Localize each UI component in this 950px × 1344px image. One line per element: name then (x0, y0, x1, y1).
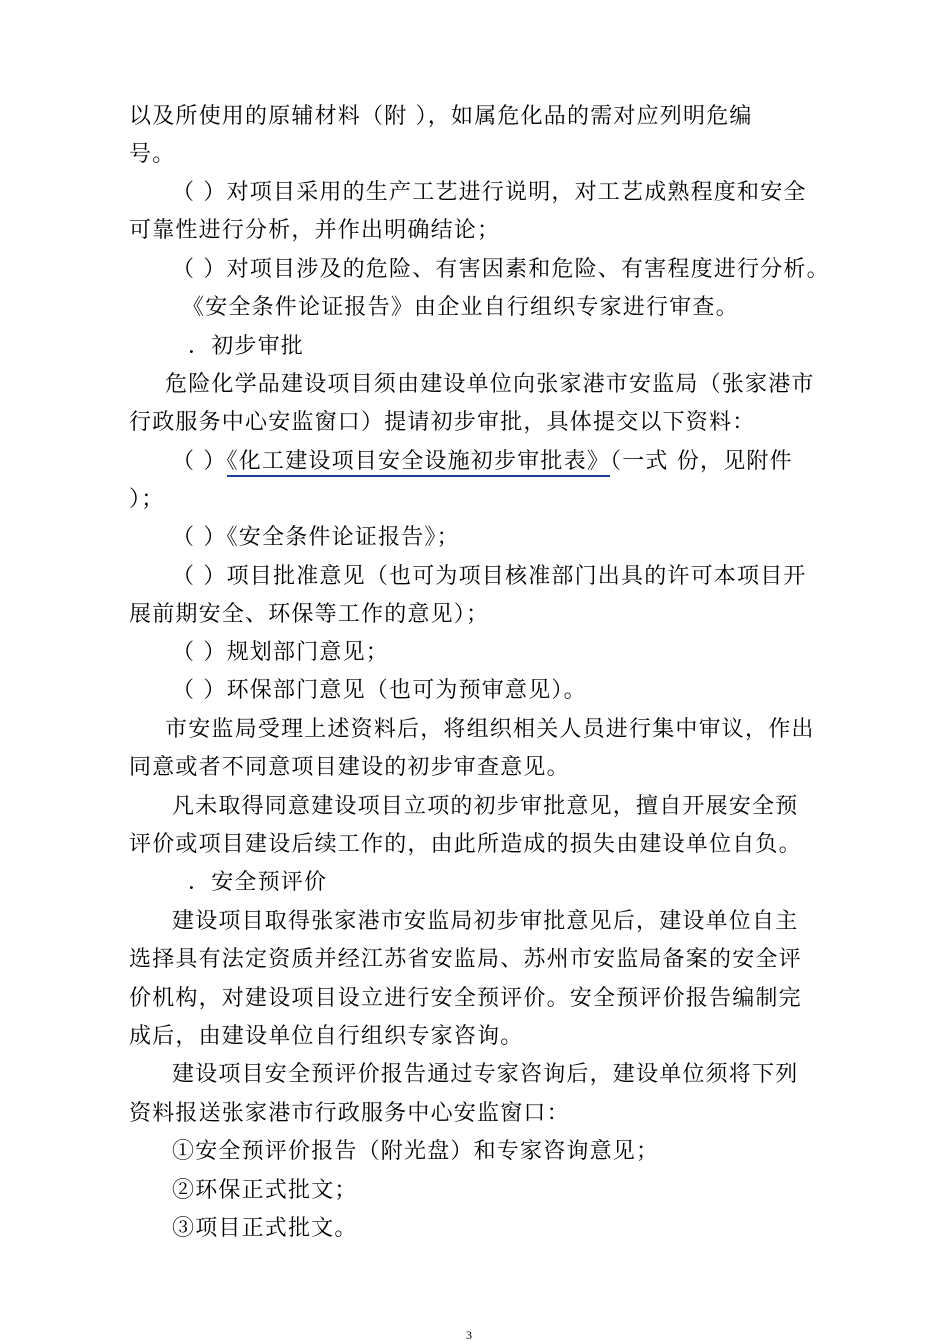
text-line: 市安监局受理上述资料后，将组织相关人员进行集中审议，作出 (165, 717, 815, 742)
text-line: ②环保正式批文； (172, 1178, 358, 1203)
text-line: 展前期安全、环保等工作的意见）； (129, 602, 490, 627)
text-line: （ ）对项目涉及的危险、有害因素和危险、有害程度进行分析。 (172, 257, 830, 282)
text-fragment: （一式 份，见附件 (610, 449, 793, 474)
text-line: 危险化学品建设项目须由建设单位向张家港市安监局（张家港市 (165, 372, 815, 397)
text-line: 资料报送张家港市行政服务中心安监窗口： (129, 1101, 570, 1126)
section-heading: ．初步审批 (188, 334, 305, 359)
text-line: 以及所使用的原辅材料（附 ），如属危化品的需对应列明危编 (129, 104, 753, 129)
list-marker: （ ） (172, 449, 227, 474)
page-number: 3 (466, 1328, 472, 1342)
section-heading: ．安全预评价 (188, 870, 328, 895)
text-line: 同意或者不同意项目建设的初步审查意见。 (129, 755, 570, 780)
text-line: （ ）规划部门意见； (172, 640, 389, 665)
text-line: 建设项目安全预评价报告通过专家咨询后，建设单位须将下列 (172, 1062, 799, 1087)
text-line: 选择具有法定资质并经江苏省安监局、苏州市安监局备案的安全评 (129, 947, 802, 972)
text-line (172, 447, 793, 477)
text-line: 建设项目取得张家港市安监局初步审批意见后，建设单位自主 (172, 909, 799, 934)
text-line: （ ）《安全条件论证报告》； (172, 525, 460, 550)
text-line: ）； (129, 487, 165, 512)
text-line: 可靠性进行分析，并作出明确结论； (129, 218, 501, 243)
text-line: 成后，由建设单位自行组织专家咨询。 (129, 1024, 524, 1049)
text-line: ①安全预评价报告（附光盘）和专家咨询意见； (172, 1139, 660, 1164)
text-line: 号。 (129, 142, 176, 167)
text-line: （ ）对项目采用的生产工艺进行说明，对工艺成熟程度和安全 (172, 180, 807, 205)
text-line: （ ）环保部门意见（也可为预审意见）。 (172, 678, 587, 703)
approval-form-link[interactable]: 《化工建设项目安全设施初步审批表》 (227, 449, 610, 477)
text-line: ③项目正式批文。 (172, 1216, 358, 1241)
text-line: 行政服务中心安监窗口）提请初步审批，具体提交以下资料： (129, 410, 756, 435)
text-line: 评价或项目建设后续工作的，由此所造成的损失由建设单位自负。 (129, 832, 802, 857)
text-line: （ ）项目批准意见（也可为项目核准部门出具的许可本项目开 (172, 564, 807, 589)
text-line: 凡未取得同意建设项目立项的初步审批意见，擅自开展安全预 (172, 794, 799, 819)
text-line: 价机构，对建设项目设立进行安全预评价。安全预评价报告编制完 (129, 986, 802, 1011)
text-line: 《安全条件论证报告》由企业自行组织专家进行审查。 (182, 295, 739, 320)
